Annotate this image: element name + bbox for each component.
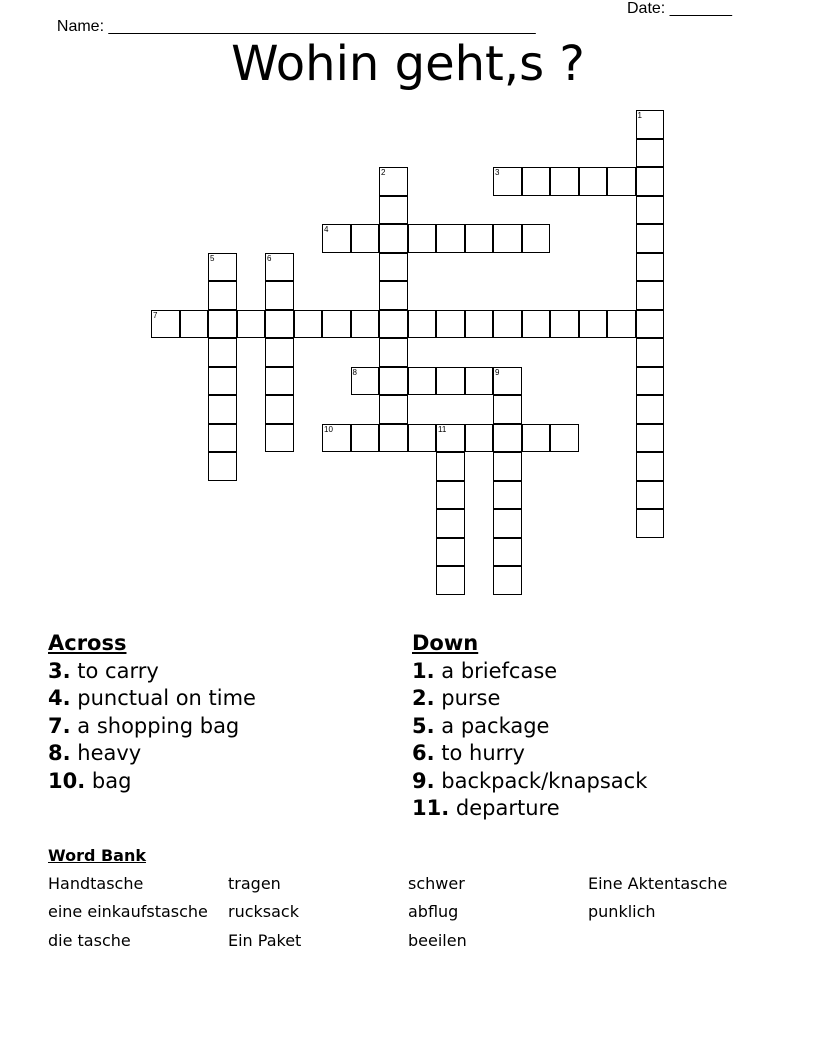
grid-cell[interactable] (436, 538, 465, 567)
grid-cell[interactable] (636, 224, 665, 253)
clue-text: purse (441, 686, 501, 711)
clue-across-7 (48, 713, 256, 740)
grid-cell[interactable] (636, 424, 665, 453)
grid-cell[interactable] (322, 310, 351, 339)
page-title: Wohin geht,s ? (231, 36, 585, 92)
clue-number: 2. (412, 686, 435, 711)
clue-text: to hurry (441, 741, 525, 766)
word-bank-item: punklich (588, 902, 656, 921)
grid-cell[interactable] (408, 367, 437, 396)
cell-number: 3 (495, 168, 500, 177)
grid-cell[interactable] (550, 310, 579, 339)
grid-cell[interactable] (493, 424, 522, 453)
date-field[interactable]: Date: _______ (627, 0, 732, 17)
grid-cell[interactable] (265, 424, 294, 453)
grid-cell[interactable] (436, 310, 465, 339)
grid-cell[interactable] (208, 310, 237, 339)
word-bank-item: abflug (408, 902, 459, 921)
grid-cell[interactable] (636, 395, 665, 424)
word-bank-item: beeilen (408, 931, 467, 950)
clue-across-8 (48, 740, 256, 767)
cell-number: 10 (324, 424, 333, 434)
grid-cell[interactable] (636, 196, 665, 225)
cell-number: 7 (153, 310, 158, 320)
clue-number: 3. (48, 659, 71, 683)
word-bank-item: tragen (228, 874, 281, 893)
clue-number: 9. (412, 768, 435, 793)
grid-cell[interactable] (208, 338, 237, 367)
grid-cell[interactable] (465, 310, 494, 339)
grid-cell[interactable] (493, 310, 522, 339)
grid-cell[interactable] (493, 509, 522, 538)
grid-cell[interactable] (436, 424, 465, 453)
clue-down-6 (412, 740, 647, 767)
clue-down-1 (412, 658, 647, 685)
grid-cell[interactable] (379, 367, 408, 396)
grid-cell[interactable] (493, 367, 522, 396)
grid-cell[interactable] (436, 481, 465, 510)
down-clues (412, 630, 647, 822)
clue-text: a package (441, 713, 550, 738)
grid-cell[interactable] (636, 110, 665, 139)
grid-cell[interactable] (237, 310, 266, 339)
clue-across-4 (48, 685, 256, 712)
grid-cell[interactable] (522, 167, 551, 196)
cell-number: 6 (267, 253, 272, 263)
grid-cell[interactable] (379, 424, 408, 453)
across-heading: Across (48, 631, 127, 655)
down-heading: Down (412, 631, 479, 655)
clue-number: 7. (48, 713, 71, 738)
word-bank-item: schwer (408, 874, 465, 893)
grid-cell[interactable] (265, 253, 294, 282)
grid-cell[interactable] (379, 310, 408, 339)
grid-cell[interactable] (579, 167, 608, 196)
grid-cell[interactable] (636, 281, 665, 310)
grid-cell[interactable] (322, 224, 351, 253)
grid-cell[interactable] (465, 424, 494, 453)
grid-cell[interactable] (607, 167, 636, 196)
grid-cell[interactable] (265, 281, 294, 310)
clue-text: to carry (77, 659, 159, 683)
grid-cell[interactable] (351, 424, 380, 453)
word-bank-item: die tasche (48, 931, 131, 950)
grid-cell[interactable] (493, 481, 522, 510)
grid-cell[interactable] (493, 566, 522, 595)
cell-number: 2 (381, 168, 386, 177)
clue-number: 10. (48, 768, 86, 793)
clue-text: a shopping bag (77, 713, 240, 738)
grid-cell[interactable] (265, 395, 294, 424)
grid-cell[interactable] (436, 367, 465, 396)
grid-cell[interactable] (379, 395, 408, 424)
grid-cell[interactable] (522, 224, 551, 253)
grid-cell[interactable] (636, 310, 665, 339)
word-bank-item: Handtasche (48, 874, 144, 893)
clue-text: a briefcase (441, 659, 558, 683)
grid-cell[interactable] (636, 452, 665, 481)
clue-down-5 (412, 713, 647, 740)
cell-number: 1 (637, 111, 642, 120)
grid-cell[interactable] (208, 253, 237, 282)
grid-cell[interactable] (493, 452, 522, 481)
clue-number: 8. (48, 741, 71, 766)
grid-cell[interactable] (636, 509, 665, 538)
grid-cell[interactable] (636, 167, 665, 196)
grid-cell[interactable] (408, 310, 437, 339)
across-clues (48, 630, 256, 795)
clue-text: bag (91, 768, 132, 793)
clue-down-11 (412, 795, 647, 822)
grid-cell[interactable] (351, 224, 380, 253)
grid-cell[interactable] (550, 167, 579, 196)
grid-cell[interactable] (322, 424, 351, 453)
grid-cell[interactable] (636, 253, 665, 282)
grid-cell[interactable] (351, 367, 380, 396)
grid-cell[interactable] (579, 310, 608, 339)
grid-cell[interactable] (636, 338, 665, 367)
clue-text: heavy (77, 741, 142, 766)
grid-cell[interactable] (607, 310, 636, 339)
grid-cell[interactable] (493, 538, 522, 567)
name-field[interactable]: Name: ________________________________________________ (56, 18, 536, 35)
word-bank-heading: Word Bank (48, 846, 147, 865)
grid-cell[interactable] (379, 338, 408, 367)
clue-number: 1. (412, 659, 435, 683)
grid-cell[interactable] (550, 424, 579, 453)
clue-down-2 (412, 685, 647, 712)
word-bank-item: rucksack (228, 902, 299, 921)
grid-cell[interactable] (208, 395, 237, 424)
grid-cell[interactable] (408, 224, 437, 253)
grid-cell[interactable] (208, 452, 237, 481)
grid-cell[interactable] (379, 167, 408, 196)
grid-cell[interactable] (379, 224, 408, 253)
clue-across-10 (48, 768, 256, 795)
grid-cell[interactable] (208, 281, 237, 310)
grid-cell[interactable] (465, 367, 494, 396)
grid-cell[interactable] (436, 566, 465, 595)
grid-cell[interactable] (636, 481, 665, 510)
grid-cell[interactable] (379, 253, 408, 282)
grid-cell[interactable] (522, 310, 551, 339)
clue-across-3 (48, 658, 256, 685)
grid-cell[interactable] (436, 509, 465, 538)
grid-cell[interactable] (493, 167, 522, 196)
cell-number: 8 (352, 367, 357, 377)
cell-number: 5 (210, 253, 215, 263)
grid-cell[interactable] (208, 367, 237, 396)
word-bank-item: Ein Paket (228, 931, 302, 950)
grid-cell[interactable] (436, 224, 465, 253)
cell-number: 4 (324, 225, 329, 234)
clue-number: 6. (412, 741, 435, 766)
clue-number: 5. (412, 713, 435, 738)
grid-cell[interactable] (151, 310, 180, 339)
grid-cell[interactable] (436, 452, 465, 481)
grid-cell[interactable] (265, 310, 294, 339)
clue-number: 4. (48, 686, 71, 711)
word-bank-item: eine einkaufstasche (48, 902, 208, 921)
word-bank-item: Eine Aktentasche (588, 874, 728, 893)
clue-number: 11. (412, 796, 450, 821)
grid-cell[interactable] (493, 395, 522, 424)
grid-cell[interactable] (636, 139, 665, 168)
grid-cell[interactable] (379, 196, 408, 225)
grid-cell[interactable] (208, 424, 237, 453)
cell-number: 9 (495, 367, 500, 377)
grid-cell[interactable] (351, 310, 380, 339)
clue-text: backpack/knapsack (441, 768, 648, 793)
grid-cell[interactable] (636, 367, 665, 396)
grid-cell[interactable] (465, 224, 494, 253)
grid-cell[interactable] (522, 424, 551, 453)
grid-cell[interactable] (265, 367, 294, 396)
clue-text: departure (455, 796, 560, 821)
clue-text: punctual on time (77, 686, 256, 711)
grid-cell[interactable] (294, 310, 323, 339)
grid-cell[interactable] (265, 338, 294, 367)
grid-cell[interactable] (379, 281, 408, 310)
grid-cell[interactable] (180, 310, 209, 339)
cell-number: 11 (438, 424, 447, 434)
clue-down-9 (412, 768, 647, 795)
grid-cell[interactable] (408, 424, 437, 453)
grid-cell[interactable] (493, 224, 522, 253)
